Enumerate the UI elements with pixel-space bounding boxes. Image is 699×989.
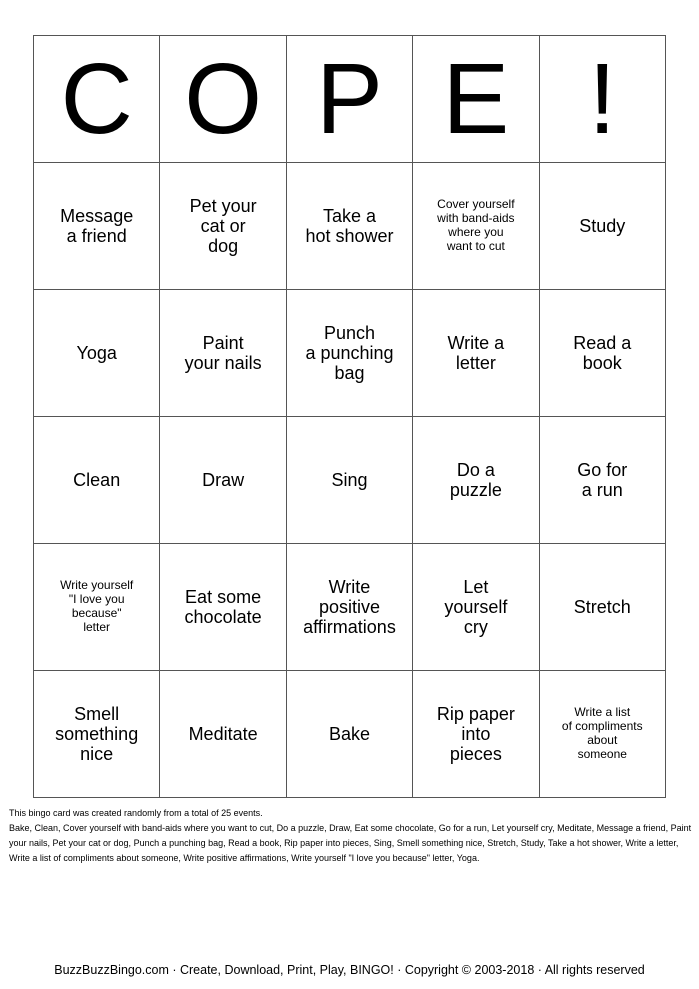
bingo-card — [33, 35, 666, 798]
header-cell — [539, 36, 665, 163]
header-cell — [34, 36, 160, 163]
note-intro: This bingo card was created randomly from a total of 25 events. — [9, 808, 263, 818]
footer-copyright: BuzzBuzzBingo.com · Create, Download, Print, Play, BINGO! · Copyright © 2003-2018 · All rights reserved — [54, 963, 645, 977]
card-cell — [160, 163, 286, 290]
header-letter: ! — [588, 43, 617, 155]
cell-text: Yoga — [76, 342, 117, 363]
card-row — [34, 163, 666, 290]
cell-text: Write a letter — [447, 332, 505, 373]
card-cell — [539, 671, 665, 798]
card-cell — [160, 290, 286, 417]
card-cell — [34, 290, 160, 417]
header-cell — [413, 36, 539, 163]
header-letter: P — [316, 43, 383, 155]
card-cell — [413, 544, 539, 671]
header-row — [34, 36, 666, 163]
cell-text: Go for a run — [577, 459, 628, 500]
card-row — [34, 290, 666, 417]
cell-text: Write yourself "I love you because" letter — [60, 578, 134, 634]
header-letter: E — [442, 43, 510, 155]
cell-text: Punch a punching bag — [305, 322, 394, 384]
card-cell — [160, 671, 286, 798]
card-cell — [34, 163, 160, 290]
cell-text: Cover yourself with band-aids where you want to cut — [437, 197, 515, 253]
card-cell — [160, 417, 286, 544]
cell-text: Stretch — [573, 596, 631, 617]
cell-text: Paint your nails — [184, 332, 262, 373]
cell-text: Meditate — [188, 723, 258, 744]
cell-text: Study — [579, 215, 626, 236]
header-cell — [286, 36, 412, 163]
card-cell — [160, 544, 286, 671]
cell-text: Message a friend — [60, 205, 134, 246]
card-cell — [539, 417, 665, 544]
card-cell — [539, 163, 665, 290]
card-cell — [286, 163, 412, 290]
cell-text: Bake — [328, 723, 370, 744]
header-cell — [160, 36, 286, 163]
header-letter: O — [184, 43, 262, 155]
card-cell — [286, 544, 412, 671]
header-letter: C — [60, 43, 133, 155]
note-events: Bake, Clean, Cover yourself with band-aids where you want to cut, Do a puzzle, Draw, Eat some chocolate, Go for a run, Let yourself cry, Meditate, Message a friend, Paint your nails, Pet your cat or dog, Punch a punching bag, Read a book, Rip paper into pieces, Sing, Smell something nice, Stretch, Study, Take a hot shower, Write a letter, Write a list of compliments about someone, Write positive affirmations, Write yourself "I love you because" letter, Yoga. — [9, 823, 692, 863]
card-cell — [34, 671, 160, 798]
cell-text: Sing — [331, 469, 368, 490]
cell-text: Rip paper into pieces — [436, 703, 515, 765]
card-cell — [413, 290, 539, 417]
card-row — [34, 671, 666, 798]
cell-text: Let yourself cry — [444, 576, 508, 638]
card-cell — [34, 544, 160, 671]
cell-text: Write a list of compliments about someone — [561, 705, 643, 761]
card-row — [34, 544, 666, 671]
card-row — [34, 417, 666, 544]
cell-text: Take a hot shower — [305, 205, 394, 246]
cell-text: Write positive affirmations — [303, 576, 396, 638]
card-cell — [413, 163, 539, 290]
card-cell — [286, 417, 412, 544]
card-cell — [34, 417, 160, 544]
card-cell — [413, 417, 539, 544]
cell-text: Eat some chocolate — [184, 586, 262, 627]
cell-text: Read a book — [573, 332, 632, 373]
card-cell — [286, 671, 412, 798]
cell-text: Smell something nice — [55, 703, 139, 765]
card-cell — [413, 671, 539, 798]
cell-text: Clean — [73, 469, 121, 490]
cell-text: Pet your cat or dog — [189, 195, 257, 257]
cell-text: Do a puzzle — [449, 459, 502, 500]
card-cell — [539, 290, 665, 417]
card-cell — [539, 544, 665, 671]
event-list-note — [9, 806, 693, 866]
cell-text: Draw — [202, 469, 245, 490]
card-cell — [286, 290, 412, 417]
